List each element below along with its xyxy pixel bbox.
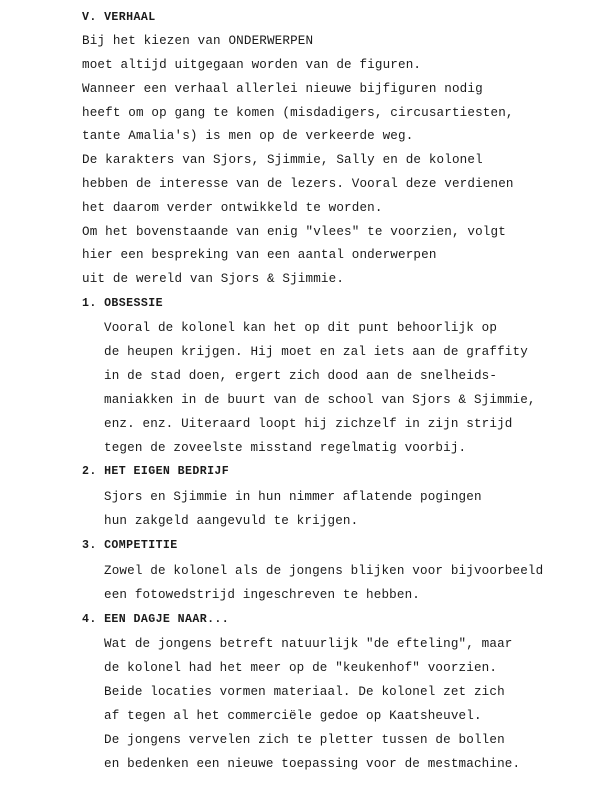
intro-line: hebben de interesse van de lezers. Vooral deze verdienen	[82, 177, 514, 191]
topic-title-een-dagje-naar: 4. EEN DAGJE NAAR...	[82, 613, 230, 626]
topic-line: Sjors en Sjimmie in hun nimmer aflatende pogingen	[104, 490, 482, 504]
intro-line: hier een bespreking van een aantal onderwerpen	[82, 248, 437, 262]
topic-line: maniakken in de buurt van de school van Sjors & Sjimmie,	[104, 393, 536, 407]
topic-line: de heupen krijgen. Hij moet en zal iets aan de graffity	[104, 345, 528, 359]
intro-line: tante Amalia's) is men op de verkeerde weg.	[82, 129, 414, 143]
intro-line: moet altijd uitgegaan worden van de figuren.	[82, 58, 422, 72]
intro-line: De karakters van Sjors, Sjimmie, Sally en de kolonel	[82, 153, 483, 167]
topic-title-het-eigen-bedrijf: 2. HET EIGEN BEDRIJF	[82, 465, 230, 478]
intro-line: het daarom verder ontwikkeld te worden.	[82, 201, 383, 215]
topic-title-competitie: 3. COMPETITIE	[82, 539, 178, 552]
intro-line: Wanneer een verhaal allerlei nieuwe bijfiguren nodig	[82, 82, 483, 96]
topic-line: hun zakgeld aangevuld te krijgen.	[104, 514, 359, 528]
topic-line: Vooral de kolonel kan het op dit punt behoorlijk op	[104, 321, 498, 335]
topic-line: tegen de zoveelste misstand regelmatig voorbij.	[104, 441, 467, 455]
topic-title-obsessie: 1. OBSESSIE	[82, 297, 163, 310]
topic-line: de kolonel had het meer op de "keukenhof" voorzien.	[104, 661, 498, 675]
topic-line: Beide locaties vormen materiaal. De kolonel zet zich	[104, 685, 505, 699]
topic-line: een fotowedstrijd ingeschreven te hebben.	[104, 588, 421, 602]
topic-line: af tegen al het commerciële gedoe op Kaatsheuvel.	[104, 709, 482, 723]
section-heading: V. VERHAAL	[82, 11, 156, 24]
intro-line: Bij het kiezen van ONDERWERPEN	[82, 34, 314, 48]
intro-line: heeft om op gang te komen (misdadigers, circusartiesten,	[82, 106, 514, 120]
intro-line: Om het bovenstaande van enig "vlees" te voorzien, volgt	[82, 225, 506, 239]
topic-line: en bedenken een nieuwe toepassing voor de mestmachine.	[104, 757, 521, 771]
topic-line: Zowel de kolonel als de jongens blijken voor bijvoorbeeld	[104, 564, 544, 578]
topic-line: enz. enz. Uiteraard loopt hij zichzelf in zijn strijd	[104, 417, 513, 431]
topic-line: De jongens vervelen zich te pletter tussen de bollen	[104, 733, 505, 747]
intro-line: uit de wereld van Sjors & Sjimmie.	[82, 272, 345, 286]
topic-line: Wat de jongens betreft natuurlijk "de efteling", maar	[104, 637, 513, 651]
topic-line: in de stad doen, ergert zich dood aan de snelheids-	[104, 369, 498, 383]
